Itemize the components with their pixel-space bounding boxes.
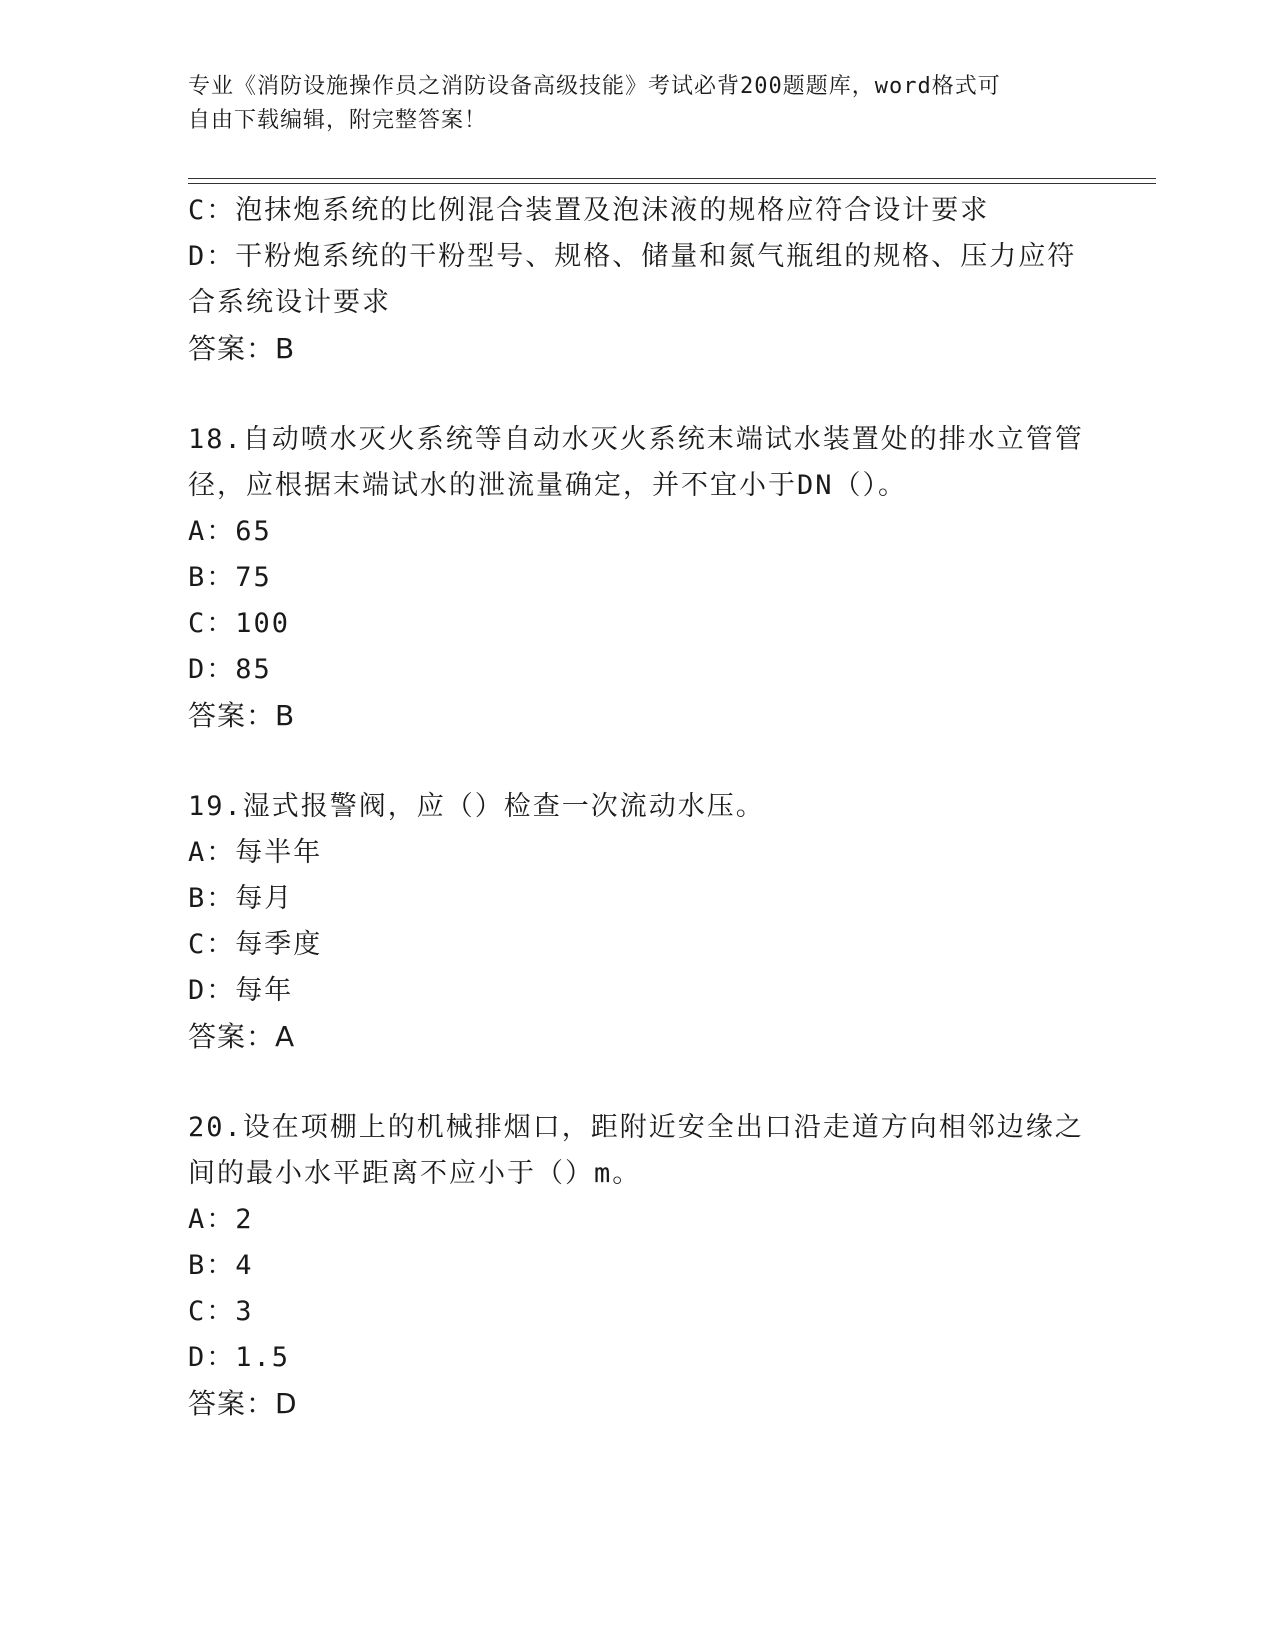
header-line-1: 专业《消防设施操作员之消防设备高级技能》考试必背200题题库，word格式可 [188,74,1001,99]
option-a: A：65 [188,516,272,547]
question-20 [188,1105,1088,1427]
question-18 [188,417,1088,739]
answer: 答案：A [188,1020,296,1053]
question-19 [188,784,1088,1060]
question-17-tail [188,188,1088,372]
question-stem-continued: 间的最小水平距离不应小于（）m。 [188,1158,642,1189]
question-stem: 19.湿式报警阀，应（）检查一次流动水压。 [188,791,765,822]
option-d: D：1.5 [188,1342,291,1373]
question-stem: 20.设在项棚上的机械排烟口，距附近安全出口沿走道方向相邻边缘之 [188,1112,1084,1143]
answer: 答案：B [188,699,296,732]
header-divider-bottom [188,183,1156,184]
option-a: A：2 [188,1204,254,1235]
question-list [188,188,1088,1427]
answer: 答案：D [188,1387,298,1420]
option-c: C：100 [188,608,291,639]
option-c: C：每季度 [188,929,323,960]
question-stem-continued: 径，应根据末端试水的泄流量确定，并不宜小于DN（）。 [188,470,908,501]
option-d: D：85 [188,654,272,685]
option-d: D：干粉炮系统的干粉型号、规格、储量和氮气瓶组的规格、压力应符 [188,241,1077,272]
answer: 答案：B [188,332,296,365]
option-c: C：泡抹炮系统的比例混合装置及泡沫液的规格应符合设计要求 [188,195,990,226]
option-c: C：3 [188,1296,254,1327]
option-d: D：每年 [188,975,294,1006]
header-divider-top [188,178,1156,179]
option-d-continued: 合系统设计要求 [188,287,391,318]
question-stem: 18.自动喷水灭火系统等自动水灭火系统末端试水装置处的排水立管管 [188,424,1084,455]
option-b: B：75 [188,562,272,593]
header-line-2: 自由下载编辑，附完整答案！ [188,108,488,133]
option-b: B：4 [188,1250,254,1281]
option-b: B：每月 [188,883,294,914]
document-header [188,70,1088,138]
option-a: A：每半年 [188,837,323,868]
